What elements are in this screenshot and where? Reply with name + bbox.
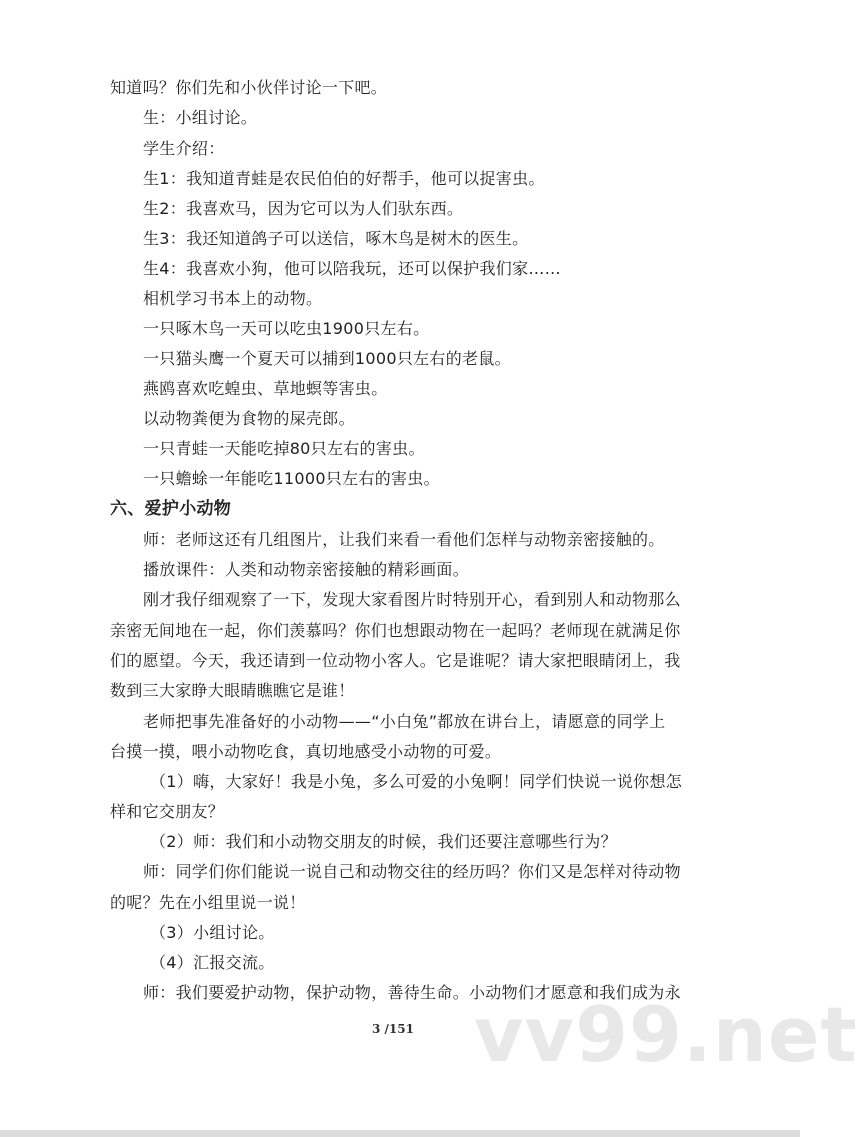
text-line: 知道吗？你们先和小伙伴讨论一下吧。 bbox=[110, 78, 388, 97]
text-line: （2）师：我们和小动物交朋友的时候，我们还要注意哪些行为？ bbox=[150, 832, 617, 851]
text-line: 一只青蛙一天能吃掉80只左右的害虫。 bbox=[143, 439, 425, 458]
text-line: 播放课件：人类和动物亲密接触的精彩画面。 bbox=[143, 560, 470, 579]
section-heading: 六、爱护小动物 bbox=[110, 499, 232, 519]
text-line: 生2：我喜欢马，因为它可以为人们驮东西。 bbox=[143, 199, 464, 218]
text-line: （4）汇报交流。 bbox=[150, 953, 275, 972]
text-line: 一只猫头鹰一个夏天可以捕到1000只左右的老鼠。 bbox=[143, 349, 511, 368]
text-line: 生1：我知道青蛙是农民伯伯的好帮手，他可以捉害虫。 bbox=[143, 169, 545, 188]
text-line: 一只啄木鸟一天可以吃虫1900只左右。 bbox=[143, 319, 430, 338]
text-line: 师：老师这还有几组图片，让我们来看一看他们怎样与动物亲密接触的。 bbox=[143, 530, 665, 549]
text-line: 台摸一摸，喂小动物吃食，真切地感受小动物的可爱。 bbox=[110, 742, 502, 761]
text-line: 以动物粪便为食物的屎壳郎。 bbox=[143, 409, 355, 428]
text-line: 燕鸥喜欢吃蝗虫、草地螟等害虫。 bbox=[143, 379, 388, 398]
text-line: 样和它交朋友？ bbox=[110, 802, 225, 821]
text-line: 一只蟾蜍一年能吃11000只左右的害虫。 bbox=[143, 469, 440, 488]
text-line: 师：同学们你们能说一说自己和动物交往的经历吗？你们又是怎样对待动物 bbox=[143, 862, 681, 881]
text-line: 老师把事先准备好的小动物——“小白兔”都放在讲台上，请愿意的同学上 bbox=[143, 712, 666, 731]
page-number: 3 /151 bbox=[372, 1022, 414, 1036]
text-line: 刚才我仔细观察了一下，发现大家看图片时特别开心，看到别人和动物那么 bbox=[143, 590, 681, 609]
watermark: vv99.net bbox=[474, 990, 858, 1079]
text-line: 的呢？先在小组里说一说！ bbox=[110, 893, 306, 912]
text-line: 学生介绍： bbox=[143, 139, 225, 158]
text-line: 生：小组讨论。 bbox=[143, 108, 258, 127]
text-line: （1）嗨，大家好！我是小兔，多么可爱的小兔啊！同学们快说一说你想怎 bbox=[150, 772, 683, 791]
text-line: 生3：我还知道鸽子可以送信，啄木鸟是树木的医生。 bbox=[143, 229, 529, 248]
text-line: 亲密无间地在一起，你们羡慕吗？你们也想跟动物在一起吗？老师现在就满足你 bbox=[110, 621, 681, 640]
text-line: 相机学习书本上的动物。 bbox=[143, 289, 323, 308]
page-bottom-edge bbox=[0, 1130, 800, 1137]
text-line: 师：我们要爱护动物，保护动物，善待生命。小动物们才愿意和我们成为永 bbox=[143, 983, 681, 1002]
text-line: （3）小组讨论。 bbox=[150, 923, 275, 942]
text-line: 数到三大家睁大眼睛瞧瞧它是谁！ bbox=[110, 681, 355, 700]
text-line: 生4：我喜欢小狗，他可以陪我玩，还可以保护我们家…… bbox=[143, 259, 561, 278]
text-line: 们的愿望。今天，我还请到一位动物小客人。它是谁呢？请大家把眼睛闭上，我 bbox=[110, 651, 681, 670]
